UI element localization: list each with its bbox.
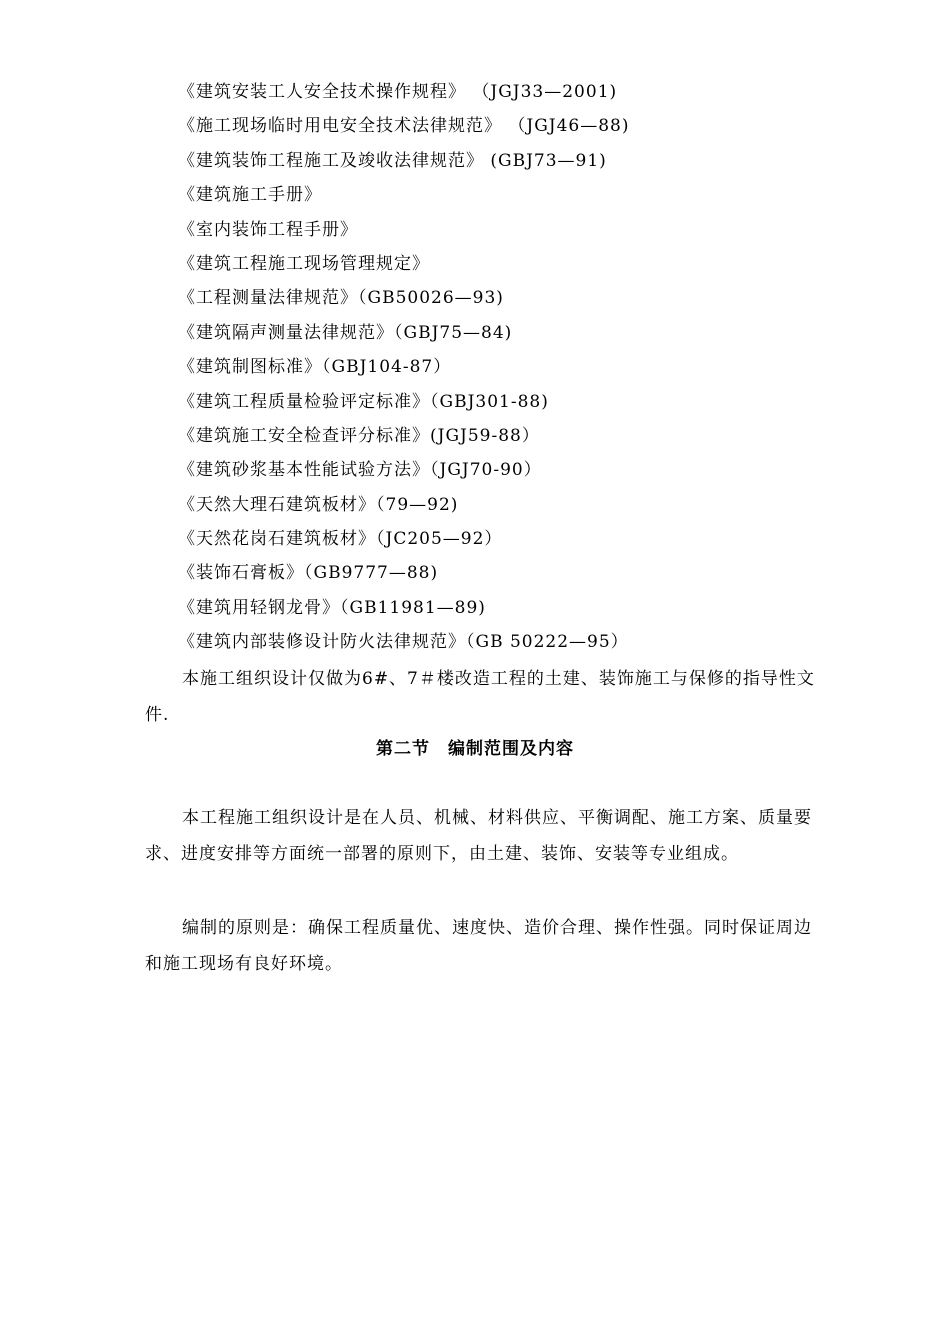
reference-item: 《建筑制图标准》（GBJ104-87） <box>178 357 452 378</box>
reference-item: 《建筑隔声测量法律规范》（GBJ75—84) <box>178 322 513 343</box>
reference-item: 《建筑安装工人安全技术操作规程》 （JGJ33—2001) <box>178 82 618 102</box>
intro-paragraph: 本工程施工组织设计是在人员、机械、材料供应、平衡调配、施工方案、质量要求、进度安排等方面统一部署的原则下，由土建、装饰、安装等专业组成。 <box>145 808 812 864</box>
reference-list <box>178 78 858 663</box>
reference-item: 《天然大理石建筑板材》（79—92) <box>178 494 459 515</box>
reference-item: 《建筑内部装修设计防火法律规范》（GB 50222—95） <box>178 632 629 653</box>
reference-item: 《建筑工程施工现场管理规定》 <box>178 253 430 274</box>
reference-item: 《建筑工程质量检验评定标准》（GBJ301-88) <box>178 391 549 412</box>
scope-paragraph: 本施工组织设计仅做为6#、7＃楼改造工程的土建、装饰施工与保修的指导性文件. <box>145 669 815 725</box>
reference-item: 《天然花岗石建筑板材》（JC205—92） <box>178 529 503 550</box>
reference-item: 《装饰石膏板》（GB9777—88) <box>178 563 439 584</box>
reference-item: 《施工现场临时用电安全技术法律规范》 （JGJ46—88) <box>178 116 630 137</box>
reference-item: 《建筑施工手册》 <box>178 185 322 206</box>
section-heading: 第二节 编制范围及内容 <box>376 739 574 759</box>
reference-item: 《建筑砂浆基本性能试验方法》（JGJ70-90） <box>178 460 542 481</box>
reference-item: 《建筑用轻钢龙骨》（GB11981—89) <box>178 597 486 618</box>
reference-item: 《室内装饰工程手册》 <box>178 219 358 240</box>
principle-paragraph: 编制的原则是：确保工程质量优、速度快、造价合理、操作性强。同时保证周边和施工现场有良好环境。 <box>145 918 812 974</box>
reference-item: 《工程测量法律规范》（GB50026—93) <box>178 288 504 309</box>
reference-item: 《建筑施工安全检查评分标准》(JGJ59-88） <box>178 425 540 446</box>
reference-item: 《建筑装饰工程施工及竣收法律规范》 (GBJ73—91) <box>178 150 607 171</box>
